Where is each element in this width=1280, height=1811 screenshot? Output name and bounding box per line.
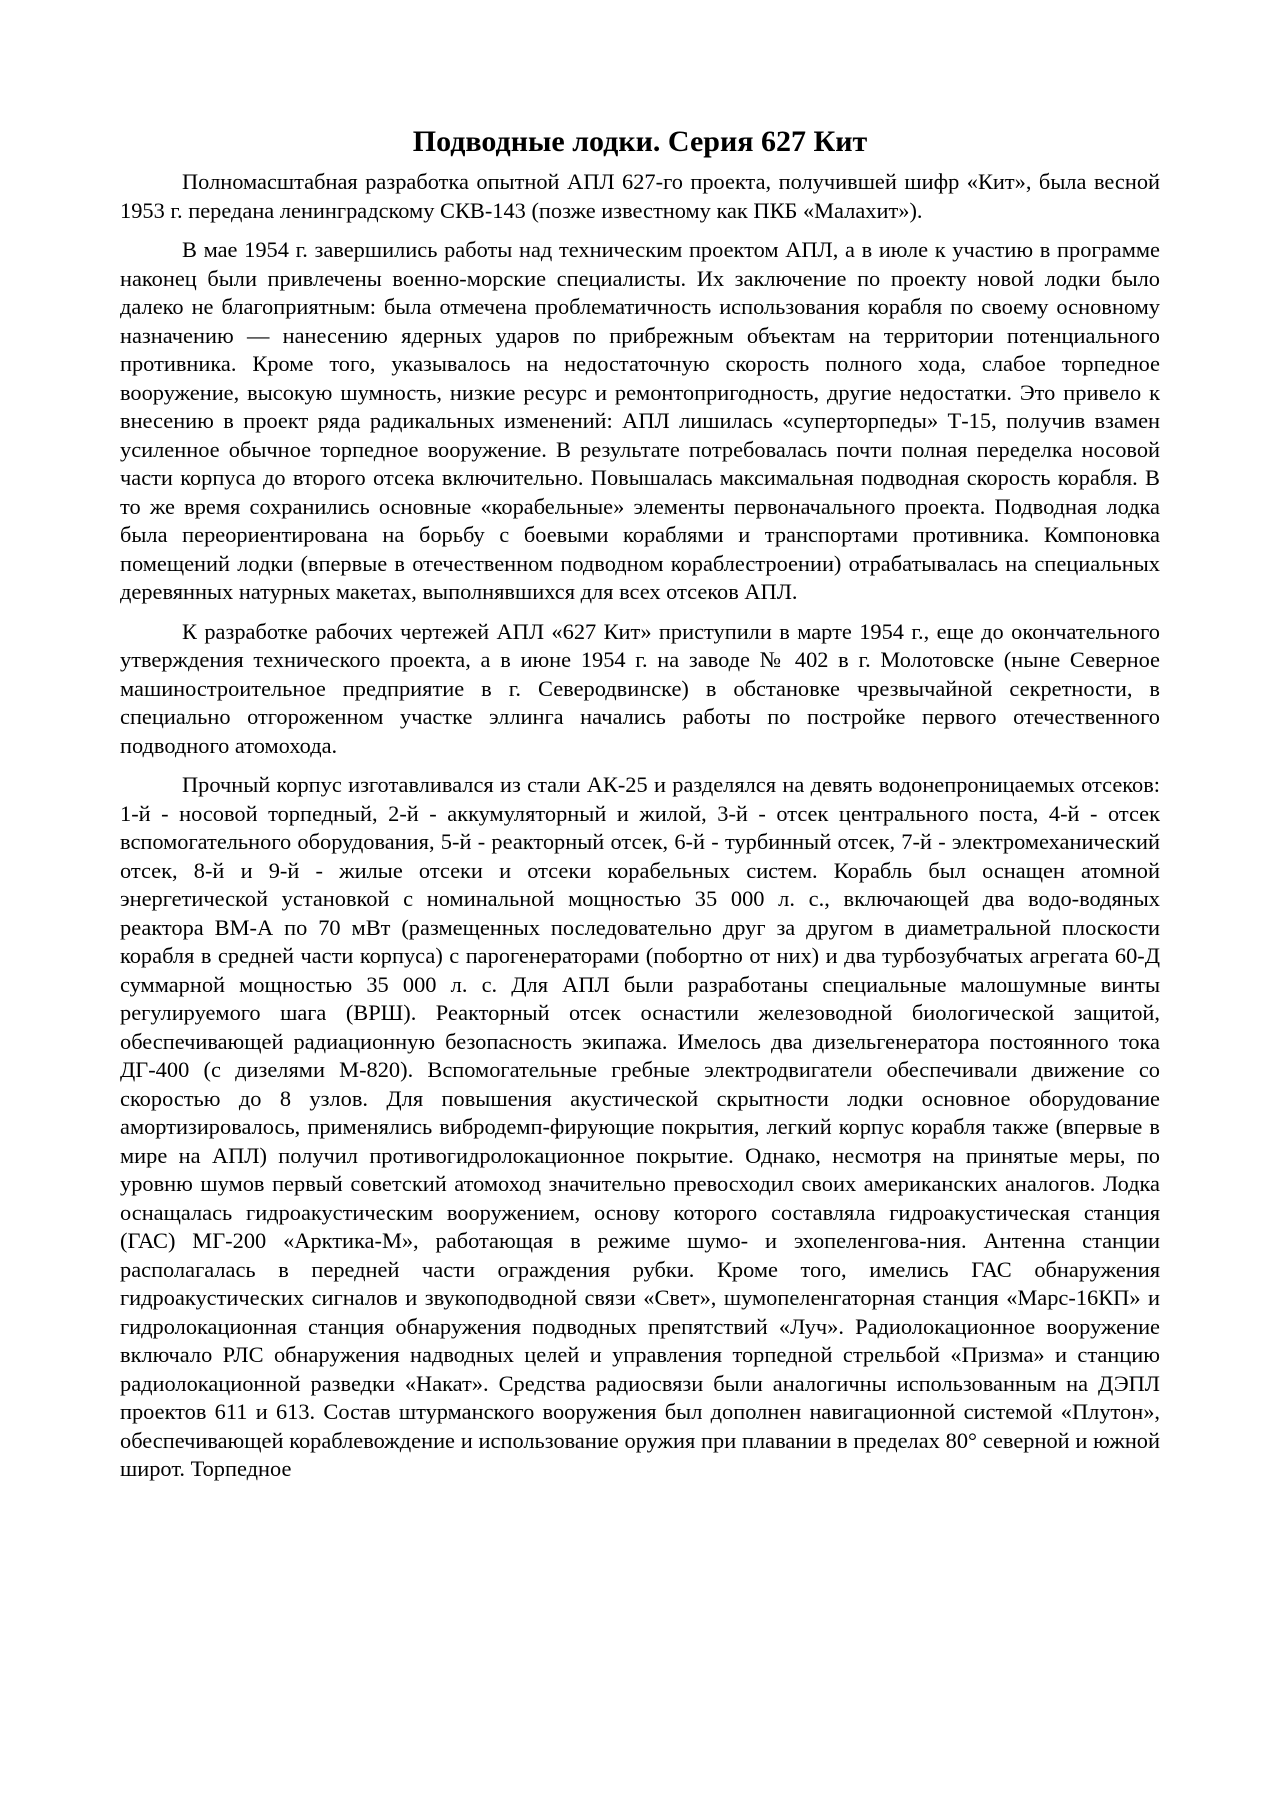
paragraph-1: Полномасштабная разработка опытной АПЛ 627-го проекта, получившей шифр «Кит», была весной 1953 г. передана ленинградскому СКВ-143 (позже известному как ПКБ «Малахит»).: [120, 169, 1160, 223]
paragraph-3: К разработке рабочих чертежей АПЛ «627 Кит» приступили в марте 1954 г., еще до окончательного утверждения технического проекта, а в июне 1954 г. на заводе № 402 в г. Молотовске (ныне Северное машиностроительное предприятие в г. Северодвинске) в обстановке чрезвычайной секретности, в специально отгороженном участке эллинга начались работы по постройке первого отечественного подводного атомохода.: [120, 618, 1160, 758]
document-title: Подводные лодки. Серия 627 Кит: [412, 125, 868, 158]
paragraph-4: Прочный корпус изготавливался из стали АК-25 и разделялся на девять водонепроницаемых отсеков: 1-й - носовой торпедный, 2-й - аккумуляторный и жилой, 3-й - отсек центрального поста, 4-й - отсек вспомогательного оборудования, 5-й - реакторный отсек, 6-й - турбинный отсек, 7-й - электромеханический отсек, 8-й и 9-й - жилые отсеки и отсеки корабельных систем. Корабль был оснащен атомной энергетической установкой с номинальной мощностью 35 000 л. с., включающей два водо-водяных реактора ВМ-А по 70 мВт (размещенных последовательно друг за другом в диаметральной плоскости корабля в средней части корпуса) с парогенераторами (побортно от них) и два турбозубчатых агрегата 60-Д суммарной мощностью 35 000 л. с. Для АПЛ были разработаны специальные малошумные винты регулируемого шага (ВРШ). Реакторный отсек оснастили железоводной биологической защитой, обеспечивающей радиационную безопасность экипажа. Имелось два дизельгенератора постоянного тока ДГ-400 (с дизелями М-820). Вспомогательные гребные электродвигатели обеспечивали движение со скоростью до 8 узлов. Для повышения акустической скрытности лодки основное оборудование амортизировалось, применялись вибродемп-фирующие покрытия, легкий корпус корабля также (впервые в мире на АПЛ) получил противогидролокационное покрытие. Однако, несмотря на принятые меры, по уровню шумов первый советский атомоход значительно превосходил своих американских аналогов. Лодка оснащалась гидроакустическим вооружением, основу которого составляла гидроакустическая станция (ГАС) МГ-200 «Арктика-М», работающая в режиме шумо- и эхопеленгова-ния. Антенна станции располагалась в передней части ограждения рубки. Кроме того, имелись ГАС обнаружения гидроакустических сигналов и звукоподводной связи «Свет», шумопеленгаторная станция «Марс-16КП» и гидролокационная станция обнаружения подводных препятствий «Луч». Радиолокационное вооружение включало РЛС обнаружения надводных целей и управления торпедной стрельбой «Призма» и станцию радиолокационной разведки «Накат». Средства радиосвязи были аналогичны использованным на ДЭПЛ проектов 611 и 613. Состав штурманского вооружения был дополнен навигационной системой «Плутон», обеспечивающей кораблевождение и использование оружия при плавании в пределах 80° северной и южной широт. Торпедное: [120, 772, 1160, 1481]
paragraph-2: В мае 1954 г. завершились работы над техническим проектом АПЛ, а в июле к участию в программе наконец были привлечены военно-морские специалисты. Их заключение по проекту новой лодки было далеко не благоприятным: была отмечена проблематичность использования корабля по своему основному назначению — нанесению ядерных ударов по прибрежным объектам на территории потенциального противника. Кроме того, указывалось на недостаточную скорость полного хода, слабое торпедное вооружение, высокую шумность, низкие ресурс и ремонтопригодность, другие недостатки. Это привело к внесению в проект ряда радикальных изменений: АПЛ лишилась «суперторпеды» Т-15, получив взамен усиленное обычное торпедное вооружение. В результате потребовалась почти полная переделка носовой части корпуса до второго отсека включительно. Повышалась максимальная подводная скорость корабля. В то же время сохранились основные «корабельные» элементы первоначального проекта. Подводная лодка была переориентирована на борьбу с боевыми кораблями и транспортами противника. Компоновка помещений лодки (впервые в отечественном подводном кораблестроении) отрабатывалась на специальных деревянных натурных макетах, выполнявшихся для всех отсеков АПЛ.: [120, 237, 1160, 604]
